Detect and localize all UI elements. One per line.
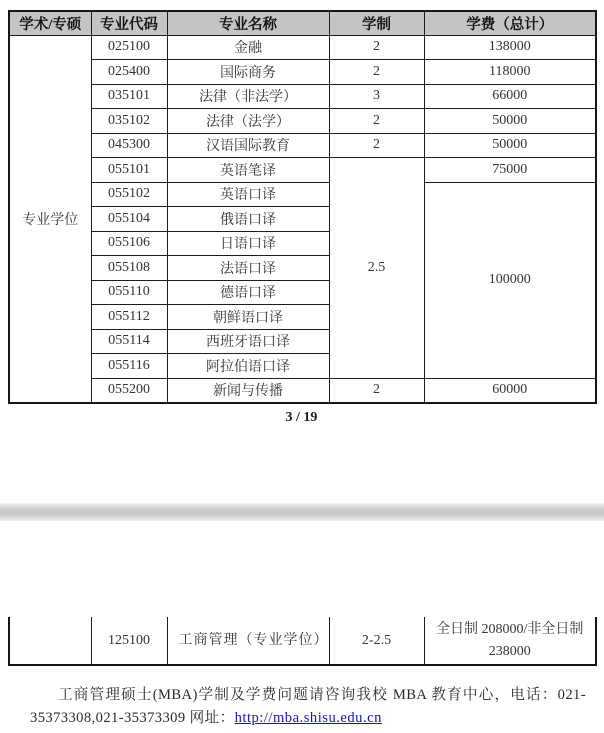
major-name: 朝鲜语口译 bbox=[167, 305, 329, 330]
fee: 75000 bbox=[424, 158, 596, 183]
mba-contact-note bbox=[30, 684, 586, 730]
header-major-code: 专业代码 bbox=[91, 11, 167, 35]
page-number: 3 / 19 bbox=[285, 410, 318, 425]
degree-category-cell: 专业学位 bbox=[9, 35, 91, 403]
major-name: 新闻与传播 bbox=[167, 378, 329, 403]
fee: 50000 bbox=[424, 109, 596, 134]
degree-category-cell-empty bbox=[9, 617, 91, 665]
major-name: 国际商务 bbox=[167, 60, 329, 85]
fee: 全日制 208000/非全日制 238000 bbox=[424, 617, 596, 665]
duration: 2 bbox=[329, 133, 424, 158]
major-code: 055114 bbox=[91, 329, 167, 354]
major-code: 055101 bbox=[91, 158, 167, 183]
major-name: 工商管理（专业学位） bbox=[167, 617, 329, 665]
major-code: 045300 bbox=[91, 133, 167, 158]
major-code: 055110 bbox=[91, 280, 167, 305]
table-row bbox=[9, 60, 596, 85]
major-name: 法律（法学） bbox=[167, 109, 329, 134]
table-row bbox=[9, 84, 596, 109]
duration: 2-2.5 bbox=[329, 617, 424, 665]
major-code: 055200 bbox=[91, 378, 167, 403]
major-name: 西班牙语口译 bbox=[167, 329, 329, 354]
duration: 2 bbox=[329, 378, 424, 403]
duration: 2 bbox=[329, 35, 424, 60]
duration: 3 bbox=[329, 84, 424, 109]
major-name: 阿拉伯语口译 bbox=[167, 354, 329, 379]
major-name: 俄语口译 bbox=[167, 207, 329, 232]
table-row bbox=[9, 158, 596, 183]
duration: 2 bbox=[329, 109, 424, 134]
fee: 138000 bbox=[424, 35, 596, 60]
major-name: 法律（非法学） bbox=[167, 84, 329, 109]
major-code: 035101 bbox=[91, 84, 167, 109]
table-row bbox=[9, 182, 596, 207]
table-row bbox=[9, 109, 596, 134]
mba-table-partial bbox=[8, 617, 597, 666]
major-code: 055106 bbox=[91, 231, 167, 256]
duration-merged: 2.5 bbox=[329, 158, 424, 379]
fee: 66000 bbox=[424, 84, 596, 109]
tuition-table bbox=[8, 10, 597, 404]
major-name: 英语口译 bbox=[167, 182, 329, 207]
major-name: 金融 bbox=[167, 35, 329, 60]
major-name: 法语口译 bbox=[167, 256, 329, 281]
major-name: 汉语国际教育 bbox=[167, 133, 329, 158]
table-row bbox=[9, 133, 596, 158]
major-code: 055112 bbox=[91, 305, 167, 330]
major-code: 035102 bbox=[91, 109, 167, 134]
fee: 118000 bbox=[424, 60, 596, 85]
major-name: 德语口译 bbox=[167, 280, 329, 305]
major-code: 055108 bbox=[91, 256, 167, 281]
major-code: 055104 bbox=[91, 207, 167, 232]
header-major-name: 专业名称 bbox=[167, 11, 329, 35]
table-row bbox=[9, 617, 596, 665]
header-degree-type: 学术/专硕 bbox=[9, 11, 91, 35]
page-separator bbox=[0, 503, 604, 521]
mba-contact-text: 工商管理硕士(MBA)学制及学费问题请咨询我校 MBA 教育中心，电话：021-35373308,021-35373309 网址： bbox=[30, 687, 586, 726]
mba-website-link[interactable]: http://mba.shisu.edu.cn bbox=[234, 710, 382, 726]
major-name: 英语笔译 bbox=[167, 158, 329, 183]
major-code: 025400 bbox=[91, 60, 167, 85]
header-duration: 学制 bbox=[329, 11, 424, 35]
fee: 60000 bbox=[424, 378, 596, 403]
major-code: 055102 bbox=[91, 182, 167, 207]
major-code: 025100 bbox=[91, 35, 167, 60]
major-code: 055116 bbox=[91, 354, 167, 379]
header-tuition: 学费（总计） bbox=[424, 11, 596, 35]
major-code: 125100 bbox=[91, 617, 167, 665]
table-header-row bbox=[9, 11, 596, 35]
table-row bbox=[9, 378, 596, 403]
duration: 2 bbox=[329, 60, 424, 85]
fee: 50000 bbox=[424, 133, 596, 158]
table-row bbox=[9, 35, 596, 60]
fee-merged: 100000 bbox=[424, 182, 596, 378]
major-name: 日语口译 bbox=[167, 231, 329, 256]
